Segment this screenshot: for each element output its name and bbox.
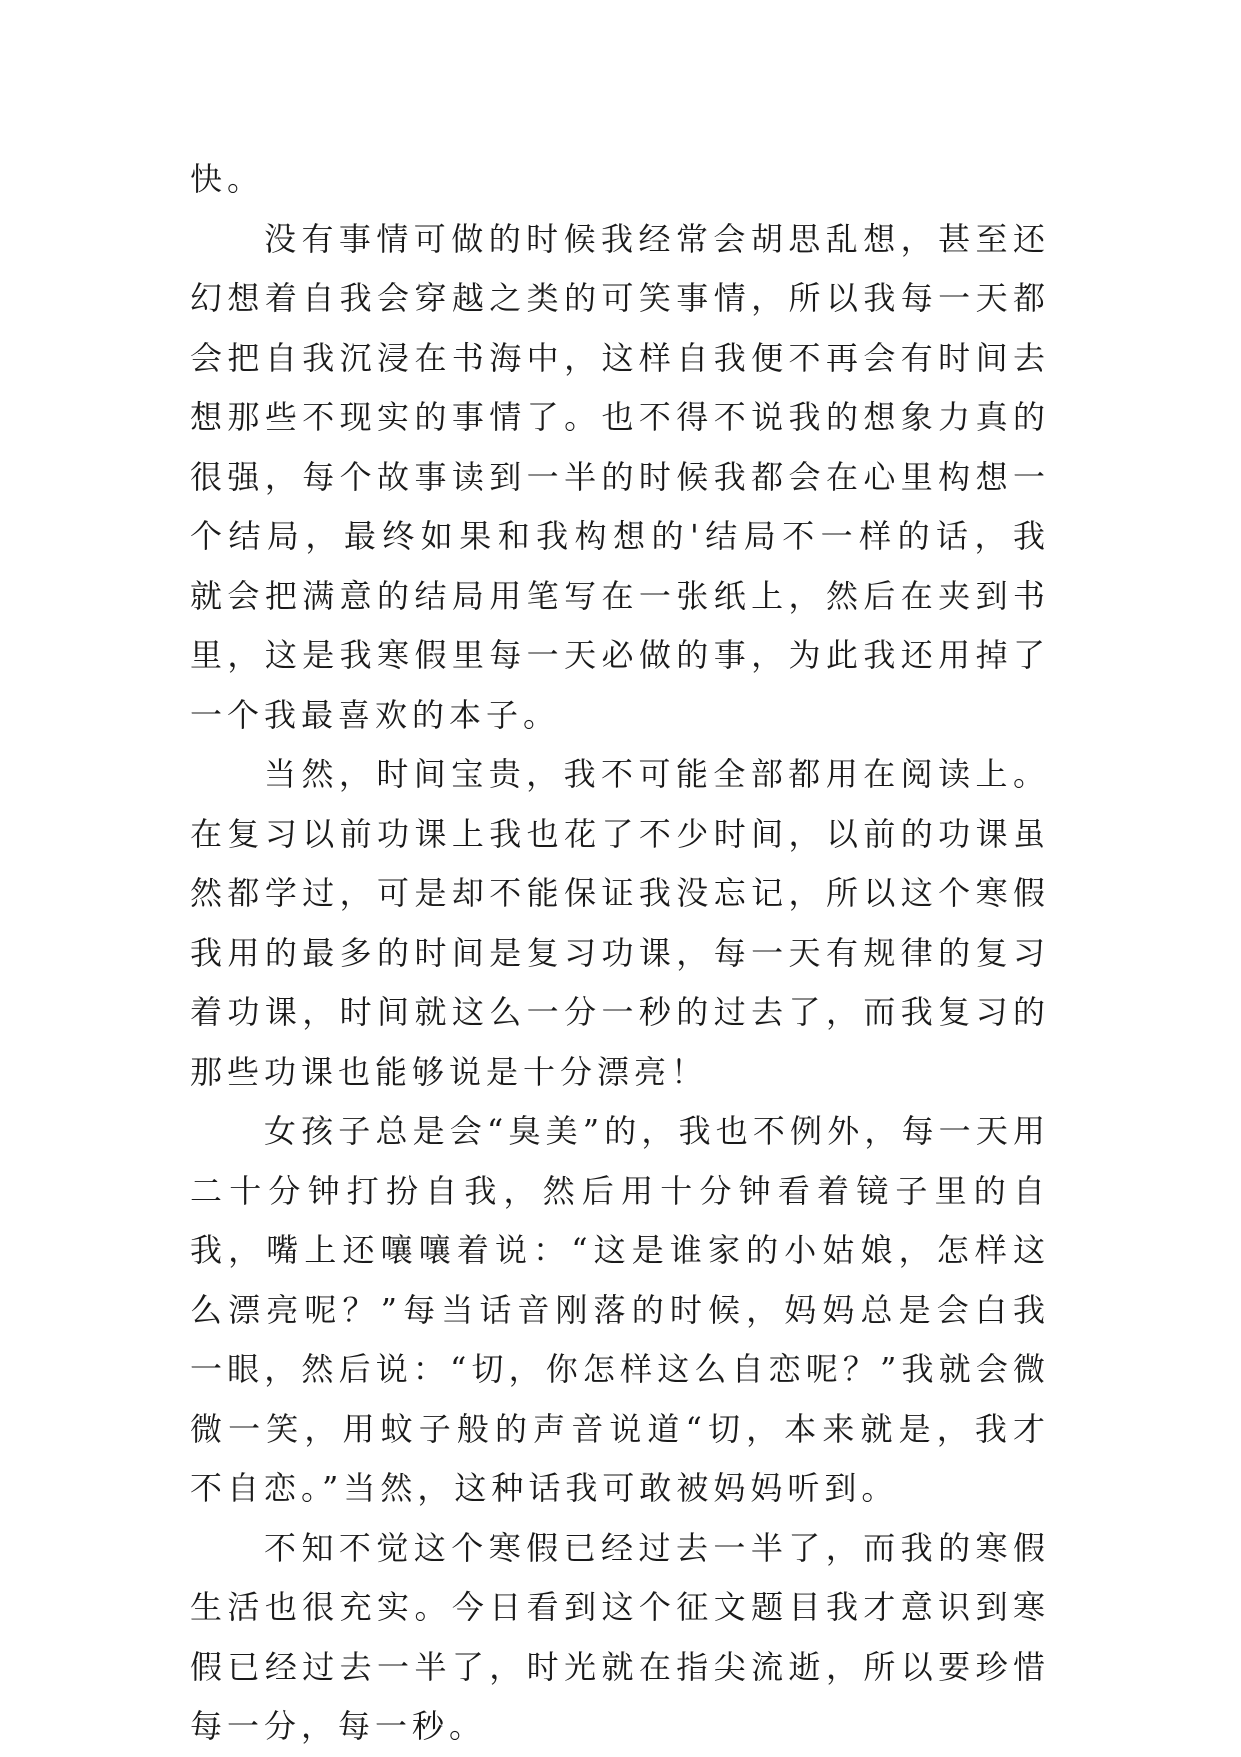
paragraph-5: 不知不觉这个寒假已经过去一半了，而我的寒假生活也很充实。今日看到这个征文题目我才意识到寒假已经过去一半了，时光就在指尖流逝，所以要珍惜每一分，每一秒。 (190, 1528, 1050, 1745)
paragraph-1: 快。 (190, 160, 265, 198)
paragraph-4: 女孩子总是会“臭美”的，我也不例外，每一天用二十分钟打扮自我，然后用十分钟看着镜子里的自我，嘴上还嚷嚷着说：“这是谁家的小姑娘，怎样这么漂亮呢？”每当话音刚落的时候，妈妈总是会白我一眼，然后说：“切，你怎样这么自恋呢？”我就会微微一笑，用蚊子般的声音说道“切，本来就是，我才不自恋。”当然，这种话我可敢被妈妈听到。 (190, 1112, 1050, 1507)
paragraph-2: 没有事情可做的时候我经常会胡思乱想，甚至还幻想着自我会穿越之类的可笑事情，所以我每一天都会把自我沉浸在书海中，这样自我便不再会有时间去想那些不现实的事情了。也不得不说我的想象力真的很强，每个故事读到一半的时候我都会在心里构想一个结局，最终如果和我构想的'结局不一样的话，我就会把满意的结局用笔写在一张纸上，然后在夹到书里，这是我寒假里每一天必做的事，为此我还用掉了一个我最喜欢的本子。 (190, 219, 1050, 734)
paragraph-3: 当然，时间宝贵，我不可能全部都用在阅读上。在复习以前功课上我也花了不少时间，以前的功课虽然都学过，可是却不能保证我没忘记，所以这个寒假我用的最多的时间是复习功课，每一天有规律的复习着功课，时间就这么一分一秒的过去了，而我复习的那些功课也能够说是十分漂亮！ (190, 755, 1050, 1091)
document-body (190, 150, 1050, 1757)
